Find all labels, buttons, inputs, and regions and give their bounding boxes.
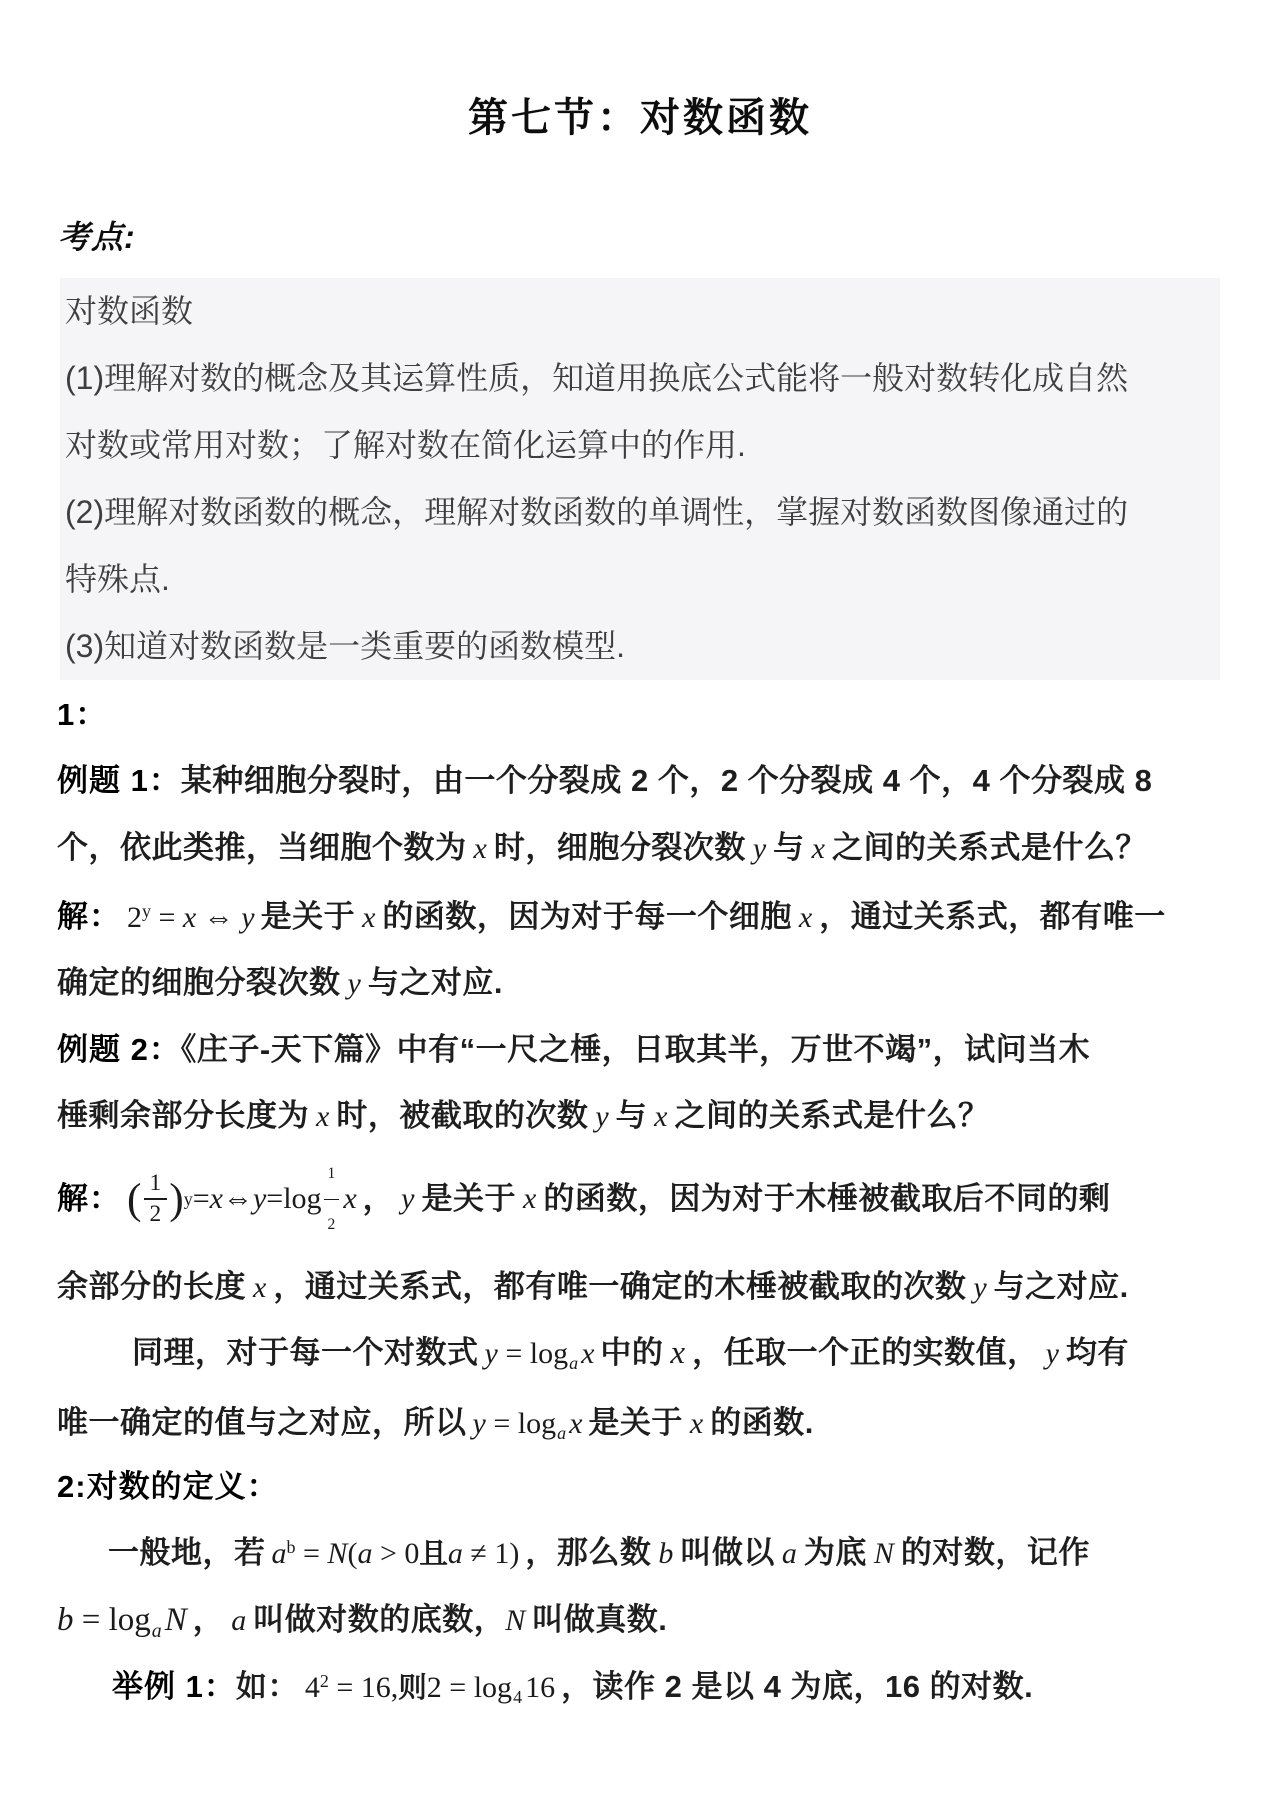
- definition-text2: ，那么数: [525, 1535, 652, 1570]
- page-title: 第七节：对数函数: [468, 96, 812, 140]
- tongli-text3: ，任取一个正的实数值，: [692, 1335, 1039, 1370]
- example2-label: 例题 2：: [57, 1032, 181, 1067]
- var-y: y: [595, 1100, 609, 1133]
- solution2-text1: ，: [362, 1181, 395, 1216]
- var-N: N: [327, 1537, 348, 1570]
- example1-text4: 与: [773, 830, 805, 865]
- box-line-point3: (3)知道对数函数是一类重要的函数模型.: [65, 628, 626, 664]
- math-equals: =: [485, 1407, 518, 1440]
- example1-text3: 时，细胞分裂次数: [493, 830, 746, 865]
- definition-text1: 一般地，若: [108, 1535, 266, 1570]
- example1-text2: 个，依此类推，当细胞个数为: [57, 830, 467, 865]
- log-base-one-half: [324, 1151, 340, 1248]
- math-equals: =: [192, 1182, 210, 1215]
- math-log: log: [283, 1182, 322, 1215]
- var-a: a: [357, 1537, 373, 1570]
- var-x: x: [581, 1337, 595, 1370]
- math-equals: =: [151, 901, 183, 934]
- solution1-text3: ，通过关系式，都有唯一: [819, 899, 1166, 934]
- math-2: 2: [426, 1671, 442, 1704]
- var-x: x: [798, 901, 813, 934]
- formula-2-pow-y: [127, 901, 255, 934]
- log-base-numerator: 1: [324, 1151, 340, 1200]
- math-log: log: [529, 1337, 569, 1370]
- fraction-denominator: 2: [149, 1201, 162, 1227]
- math-lparen: (: [347, 1537, 358, 1570]
- math-iff: ⇔: [222, 1182, 253, 1215]
- var-x: x: [654, 1100, 668, 1133]
- tongli-text2: 中的: [600, 1335, 664, 1370]
- var-a: a: [231, 1604, 247, 1637]
- math-rparen: ): [169, 1175, 184, 1223]
- usage-text1: 如：: [235, 1669, 299, 1704]
- var-x: x: [569, 1407, 583, 1440]
- solution2-text3: 的函数，因为对于木棰被截取后不同的剩: [543, 1181, 1111, 1216]
- example2-text4: 与: [615, 1098, 648, 1133]
- var-y: y: [241, 901, 255, 934]
- tongli-text4: 均有: [1065, 1335, 1129, 1370]
- box-line-point1: (1)理解对数的概念及其运算性质，知道用换底公式能将一般对数转化成自然: [65, 360, 1129, 396]
- var-x: x: [689, 1407, 704, 1440]
- tongli-text5: 唯一确定的值与之对应，所以: [57, 1405, 467, 1440]
- usage-label: 举例 1：: [112, 1669, 236, 1704]
- exam-points-box: [60, 278, 1220, 680]
- formula-b-log-a-N: [57, 1602, 187, 1642]
- tongli-line1: [132, 1330, 1129, 1377]
- solution1-line1: [57, 894, 1166, 941]
- box-line-point2-cont: 特殊点.: [65, 561, 170, 597]
- var-y: y: [1045, 1337, 1059, 1370]
- var-N: N: [164, 1602, 187, 1638]
- var-y: y: [252, 1182, 267, 1215]
- var-x: x: [253, 1271, 267, 1304]
- formula-y-log-a-x: [484, 1337, 595, 1374]
- math-neq-one: ≠ 1: [462, 1537, 510, 1570]
- fraction-numerator: 1: [144, 1172, 168, 1200]
- math-lparen: (: [127, 1175, 142, 1223]
- var-y: y: [347, 967, 361, 1000]
- fraction-one-half: [144, 1169, 168, 1227]
- tongli-text1: 同理，对于每一个对数式: [132, 1335, 479, 1370]
- example2-text5: 之间的关系式是什么？: [674, 1098, 990, 1133]
- math-then: 则: [398, 1672, 427, 1704]
- solution1-text4: 确定的细胞分裂次数: [57, 965, 341, 1000]
- tongli-text6: 是关于: [588, 1405, 683, 1440]
- example2-text2: 棰剩余部分长度为: [57, 1098, 309, 1133]
- usage-text2: ，读作 2 是以 4 为底，16 的对数.: [561, 1669, 1034, 1704]
- math-base-4: 4: [304, 1671, 320, 1704]
- log-base-denominator: 2: [327, 1215, 336, 1233]
- math-log: log: [517, 1407, 557, 1440]
- math-equals: =: [266, 1182, 284, 1215]
- definition-text7: 叫做对数的底数，: [253, 1602, 506, 1637]
- tongli-text7: 的函数.: [710, 1405, 814, 1440]
- definition-text8: 叫做真数.: [532, 1602, 668, 1637]
- example1-label: 例题 1：: [57, 763, 181, 798]
- math-gt-zero: > 0: [372, 1537, 420, 1570]
- math-rparen: ): [509, 1537, 520, 1570]
- log-base-a: a: [569, 1353, 579, 1374]
- solution1-text1: 是关于: [260, 899, 356, 934]
- math-iff: ⇔: [196, 901, 242, 934]
- var-x: x: [316, 1100, 330, 1133]
- box-line-topic: 对数函数: [65, 293, 194, 329]
- math-equals: =: [295, 1537, 328, 1570]
- solution1-text5: 与之对应.: [367, 965, 503, 1000]
- var-N: N: [873, 1537, 894, 1570]
- section2-label: 2:对数的定义：: [57, 1469, 279, 1504]
- var-x: x: [362, 901, 376, 934]
- solution1-text2: 的函数，因为对于每一个细胞: [382, 899, 792, 934]
- tongli-line2: [57, 1400, 814, 1447]
- math-equals: =: [497, 1337, 530, 1370]
- solution2-text2: 是关于: [421, 1181, 516, 1216]
- math-exp-y: y: [142, 901, 151, 922]
- math-and: 且: [419, 1538, 448, 1570]
- var-b: b: [658, 1537, 674, 1570]
- example1-text5: 之间的关系式是什么？: [831, 830, 1147, 865]
- math-log: log: [108, 1602, 151, 1638]
- var-x: x: [343, 1182, 357, 1215]
- var-a: a: [781, 1537, 797, 1570]
- solution2-label: 解：: [57, 1181, 121, 1216]
- var-N: N: [505, 1604, 526, 1637]
- example1-line2: [57, 825, 1147, 872]
- example2-text1: 《庄子-天下篇》中有“一尺之棰，日取其半，万世不竭”，试问当木: [180, 1032, 1091, 1067]
- box-line-point2: (2)理解对数函数的概念，理解对数函数的单调性，掌握对数函数图像通过的: [65, 494, 1129, 530]
- solution2-text6: 与之对应.: [993, 1269, 1129, 1304]
- definition-text6: ，: [192, 1602, 225, 1637]
- section1-label: 1：: [57, 697, 108, 732]
- var-y: y: [472, 1407, 486, 1440]
- definition-text4: 为底: [803, 1535, 867, 1570]
- example2-text3: 时，被截取的次数: [336, 1098, 589, 1133]
- var-a: a: [447, 1537, 463, 1570]
- var-x: x: [182, 901, 197, 934]
- log-base-a: a: [557, 1423, 567, 1444]
- solution1-line2: [57, 960, 503, 1007]
- math-16: 16: [525, 1671, 556, 1704]
- formula-4-squared: [304, 1671, 556, 1708]
- var-y: y: [401, 1182, 415, 1215]
- definition-line2: [57, 1597, 667, 1644]
- var-x: x: [523, 1182, 537, 1215]
- formula-a-pow-b: [272, 1537, 520, 1570]
- example2-line2: [57, 1093, 989, 1140]
- example-usage-line: [112, 1664, 1033, 1711]
- var-a: a: [271, 1537, 287, 1570]
- log-base-a: a: [151, 1619, 162, 1642]
- example1-text1: 某种细胞分裂时，由一个分裂成 2 个，2 个分裂成 4 个，4 个分裂成 8: [180, 763, 1153, 798]
- exam-points-label: 考点:: [58, 219, 136, 255]
- solution2-text5: ，通过关系式，都有唯一确定的木棰被截取的次数: [273, 1269, 967, 1304]
- var-x: x: [811, 832, 825, 865]
- definition-text5: 的对数，记作: [900, 1535, 1090, 1570]
- math-exp-b: b: [286, 1537, 296, 1558]
- example2-line1: [57, 1027, 1090, 1073]
- var-y: y: [973, 1271, 987, 1304]
- var-y: y: [752, 832, 767, 865]
- solution2-text4: 余部分的长度: [57, 1269, 246, 1304]
- math-eq-log: = log: [441, 1671, 513, 1704]
- formula-half-pow-y: ( $\frac{1}{2}$ ) y = x ⇔ y = log $\frac{1}{2}$ x: [127, 1151, 357, 1248]
- formula-y-log-a-x: [472, 1407, 583, 1444]
- var-x: x: [473, 832, 487, 865]
- solution1-label: 解：: [57, 899, 121, 934]
- definition-line1: [108, 1530, 1090, 1577]
- math-base-2: 2: [127, 901, 142, 934]
- solution2-line2: [57, 1264, 1129, 1311]
- definition-text3: 叫做以: [680, 1535, 775, 1570]
- var-b: b: [57, 1602, 74, 1638]
- log-base-4: 4: [513, 1687, 523, 1708]
- solution2-line1: [57, 1145, 1110, 1253]
- box-line-point1-cont: 对数或常用对数；了解对数在简化运算中的作用.: [65, 427, 746, 463]
- math-exp-2: 2: [319, 1671, 329, 1692]
- var-x: x: [209, 1182, 223, 1215]
- var-y: y: [484, 1337, 498, 1370]
- var-x: x: [670, 1335, 686, 1371]
- math-eq-16: = 16,: [328, 1671, 399, 1704]
- example1-line1: [57, 758, 1152, 804]
- math-equals: =: [73, 1602, 109, 1638]
